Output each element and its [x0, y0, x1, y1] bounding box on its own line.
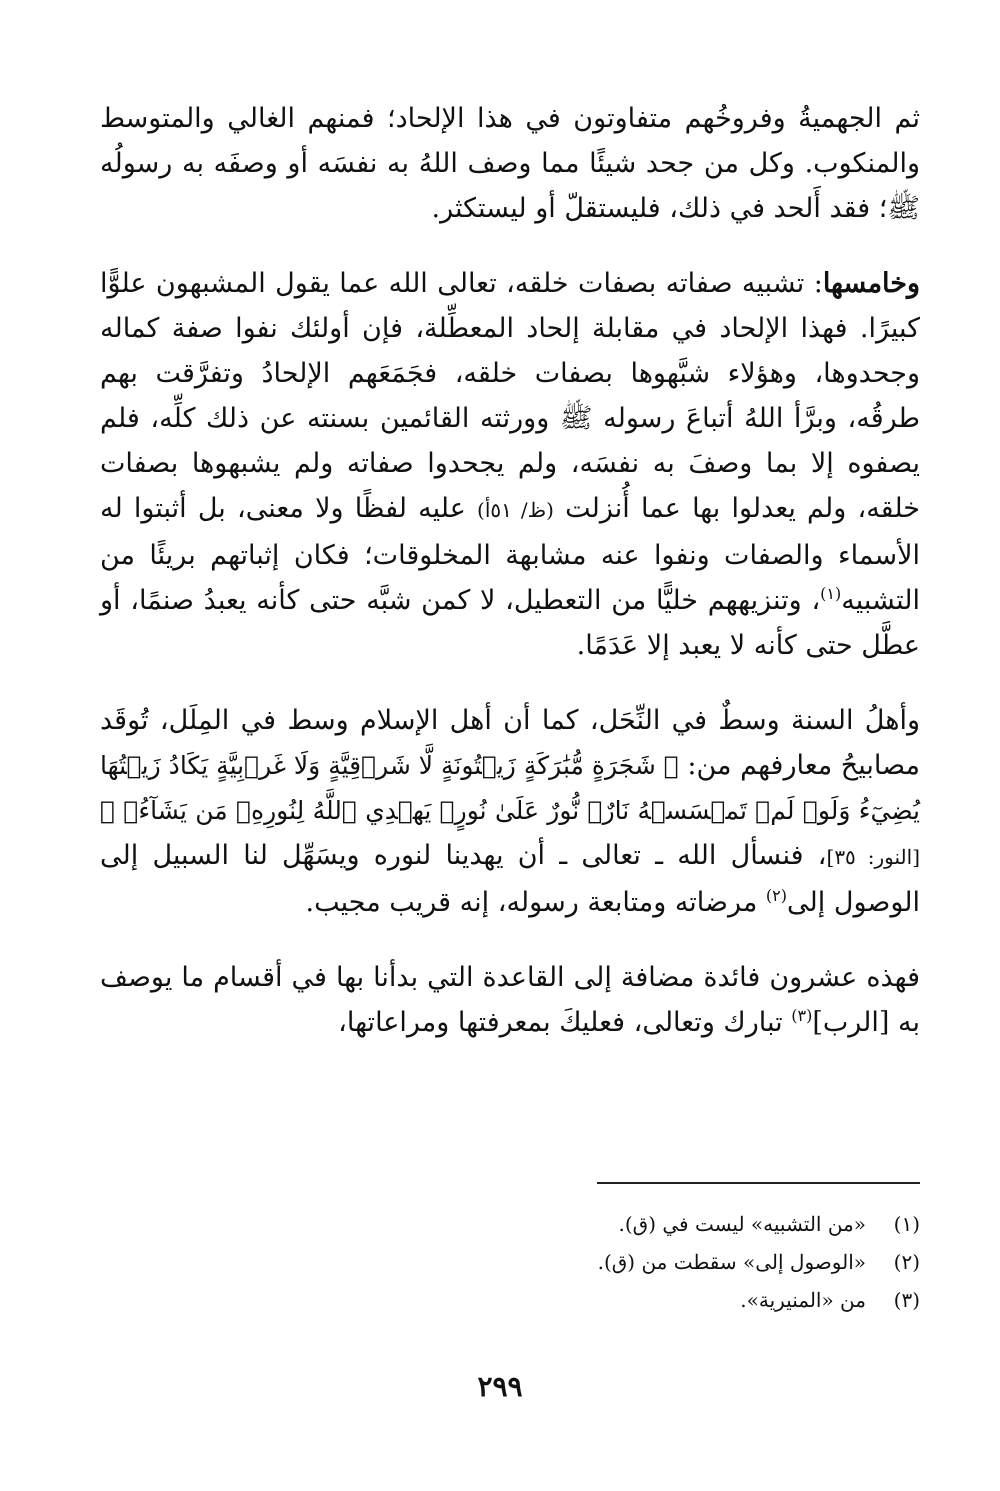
footnotes — [120, 1205, 920, 1319]
paragraph-2 — [100, 261, 920, 668]
quran-verse: ﴿ شَجَرَةٍ مُّبَٰرَكَةٍ زَيۡتُونَةٍ لَّا شَرۡقِيَّةٍ وَلَا غَرۡبِيَّةٍ يَكَادُ زَيۡتُهَا يُضِيٓءُ وَلَوۡ لَمۡ تَمۡسَسۡهُ نَارٌۚ نُّورٌ عَلَىٰ نُورٍۚ يَهۡدِي ٱللَّهُ لِنُورِهِۦ مَن يَشَآءُۚ ﴾ — [100, 751, 920, 825]
footnote-2 — [120, 1243, 920, 1281]
footnote-number: (٣) — [893, 1288, 920, 1312]
footnote-number: (٢) — [893, 1250, 920, 1274]
footnote-text: من «المنيرية». — [740, 1288, 866, 1312]
footnote-marker-3: (٣) — [791, 1006, 813, 1025]
paragraph-4-text-2: تبارك وتعالى، فعليكَ بمعرفتها ومراعاتها، — [338, 1007, 783, 1038]
footnote-marker-1: (١) — [820, 584, 842, 603]
paragraph-2-text-3: ، وتنزيههم خليًّا من التعطيل، لا كمن شبَّه حتى كأنه يعبدُ صنمًا، أو عطَّل حتى كأنه لا يعبد إلا عَدَمًا. — [100, 585, 920, 661]
paragraph-4-text: فهذه عشرون فائدة مضافة إلى القاعدة التي بدأنا بها في أقسام ما يوصف به [الرب] — [100, 962, 920, 1038]
footnote-text: «من التشبيه» ليست في (ق). — [618, 1212, 866, 1236]
paragraph-3-text-2: ، فنسأل الله ـ تعالى ـ أن يهدينا لنوره ويسَهِّل لنا السبيل إلى الوصول إلى — [100, 840, 920, 918]
footnote-3 — [120, 1281, 920, 1319]
page-body — [100, 96, 920, 1045]
paragraph-2-lead: وخامسها — [822, 268, 920, 299]
paragraph-2-text-2: عليه لفظًا ولا معنى، بل أثبتوا له الأسماء والصفات ونفوا عنه مشابهة المخلوقات؛ فكان إثباتهم بريئًا من التشبيه — [100, 493, 920, 616]
page-number: ٢٩٩ — [477, 1370, 523, 1403]
footnote-marker-2: (٢) — [765, 886, 788, 905]
footnote-divider — [597, 1182, 920, 1184]
footnote-text: «الوصول إلى» سقطت من (ق). — [597, 1250, 866, 1274]
manuscript-ref: (ظ/ ٥١أ) — [477, 498, 554, 522]
footnote-number: (١) — [893, 1212, 920, 1236]
paragraph-3-text: وأهلُ السنة وسطٌ في النِّحَل، كما أن أهل الإسلام وسط في المِلَل، تُوقَد مصابيحُ معارفهم من: — [100, 705, 920, 781]
paragraph-2-text: : تشبيه صفاته بصفات خلقه، تعالى الله عما يقول المشبهون علوًّا كبيرًا. فهذا الإلحاد في مقابلة إلحاد المعطِّلة، فإن أولئك نفوا صفة كماله وجحدوها، وهؤلاء شبَّهوها بصفات خلقه، فجَمَعَهم الإلحادُ وتفرَّقت بهم طرقُه، وبرَّأ اللهُ أتباعَ رسوله ﷺ وورثته القائمين بسنته عن ذلك كلِّه، فلم يصفوه إلا بما وصفَ به نفسَه، ولم يجحدوا صفاته ولم يشبهوها بصفات خلقه، ولم يعدلوا بها عما أُنزلت — [100, 268, 920, 524]
paragraph-1-text: ثم الجهميةُ وفروخُهم متفاوتون في هذا الإلحاد؛ فمنهم الغالي والمتوسط والمنكوب. وكل من جحد شيئًا مما وصف اللهُ به نفسَه أو وصفَه به رسولُه ﷺ؛ فقد أَلحد في ذلك، فليستقلّ أو ليستكثر. — [100, 103, 920, 224]
quran-ref: [النور: ٣٥] — [826, 845, 921, 869]
footnote-1 — [120, 1205, 920, 1243]
paragraph-1 — [100, 96, 920, 231]
paragraph-3-text-3: مرضاته ومتابعة رسوله، إنه قريب مجيب. — [305, 887, 758, 918]
paragraph-4 — [100, 955, 920, 1045]
paragraph-3 — [100, 698, 920, 925]
